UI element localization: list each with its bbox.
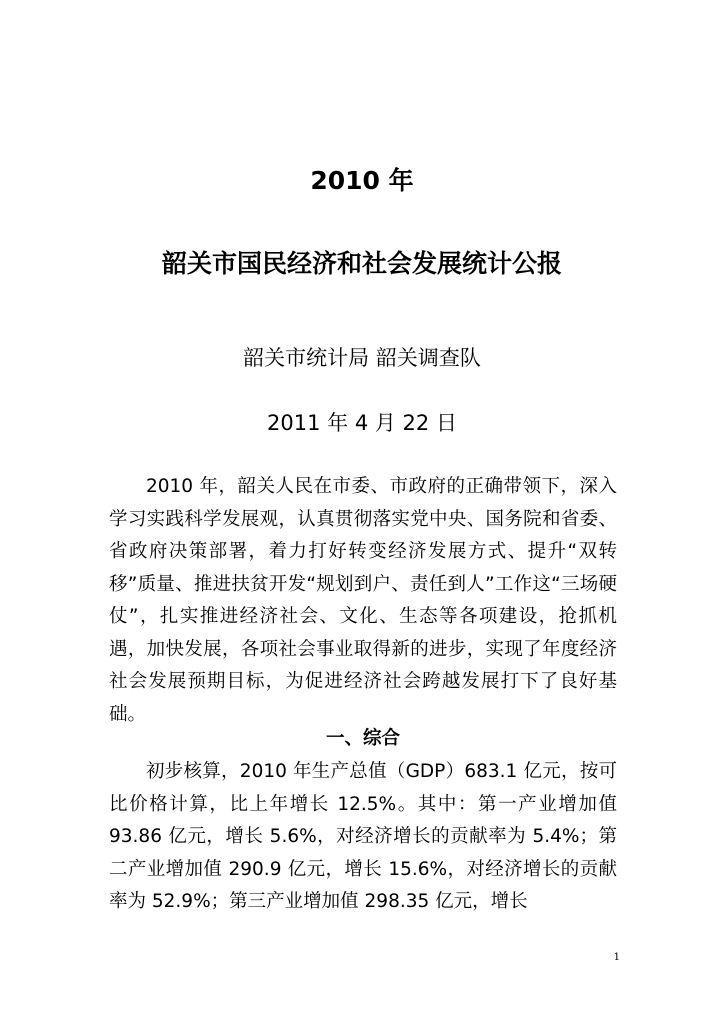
author-line: 韶关市统计局 韶关调查队	[243, 346, 481, 370]
year-title: 2010 年	[310, 166, 414, 195]
page-number: 1	[613, 952, 620, 963]
publication-date: 2011 年 4 月 22 日	[267, 411, 457, 435]
section-heading-overview: 一、综合	[325, 728, 400, 749]
report-title: 韶关市国民经济和社会发展统计公报	[161, 249, 562, 278]
overview-paragraph: 初步核算，2010 年生产总值（GDP）683.1 亿元，按可比价格计算，比上年增长 12.5%。其中：第一产业增加值 93.86 亿元，增长 5.6%，对经济增长的贡献率为 5.4%；第二产业增加值 290.9 亿元，增长 15.6%，对经济增长的贡献率为 52.9%；第三产业增加值 298.35 亿元，增长	[109, 761, 617, 912]
intro-paragraph: 2010 年，韶关人民在市委、市政府的正确带领下，深入学习实践科学发展观，认真贯彻落实党中央、国务院和省委、省政府决策部署，着力打好转变经济发展方式、提升“双转移”质量、推进扶贫开发“规划到户、责任到人”工作这“三场硬仗”，扎实推进经济社会、文化、生态等各项建设，抢抓机遇，加快发展，各项社会事业取得新的进步，实现了年度经济社会发展预期目标，为促进经济社会跨越发展打下了良好基础。	[109, 476, 617, 725]
